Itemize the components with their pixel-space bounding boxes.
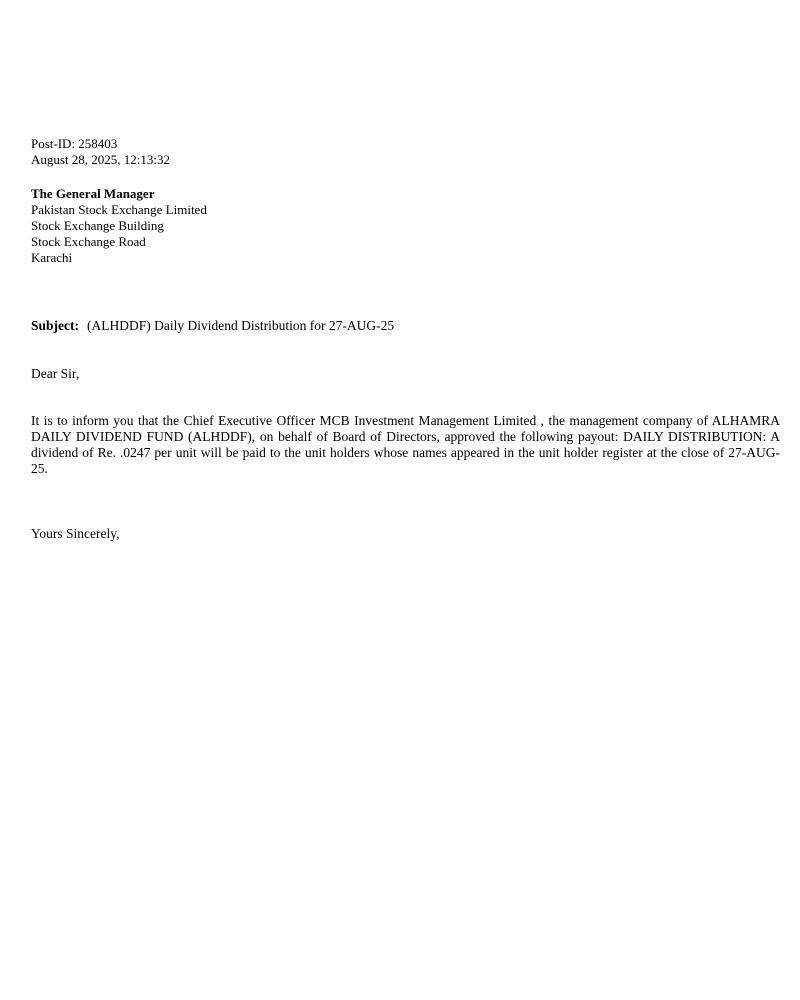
subject-line bbox=[31, 317, 780, 334]
post-id: Post-ID: 258403 bbox=[31, 136, 118, 151]
subject-label: Subject: bbox=[31, 318, 79, 333]
subject-text: (ALHDDF) Daily Dividend Distribution for 27-AUG-25 bbox=[87, 318, 395, 333]
body-paragraph: It is to inform you that the Chief Executive Officer MCB Investment Management Limited , the management company of ALHAMRA DAILY DIVIDEND FUND (ALHDDF), on behalf of Board of Directors, approved the following payout: DAILY DISTRIBUTION: A dividend of Re. .0247 per unit will be paid to the unit holders whose names appeared in the unit holder register at the close of 27-AUG-25. bbox=[31, 413, 780, 476]
recipient-line: Pakistan Stock Exchange Limited bbox=[31, 202, 207, 217]
recipient-line: Karachi bbox=[31, 250, 73, 265]
recipient-block bbox=[31, 186, 780, 266]
salutation: Dear Sir, bbox=[31, 366, 80, 381]
recipient-title: The General Manager bbox=[31, 186, 155, 201]
recipient-line: Stock Exchange Road bbox=[31, 234, 146, 249]
meta-block bbox=[31, 136, 780, 168]
datetime: August 28, 2025, 12:13:32 bbox=[31, 152, 171, 167]
closing: Yours Sincerely, bbox=[31, 526, 120, 541]
recipient-line: Stock Exchange Building bbox=[31, 218, 164, 233]
